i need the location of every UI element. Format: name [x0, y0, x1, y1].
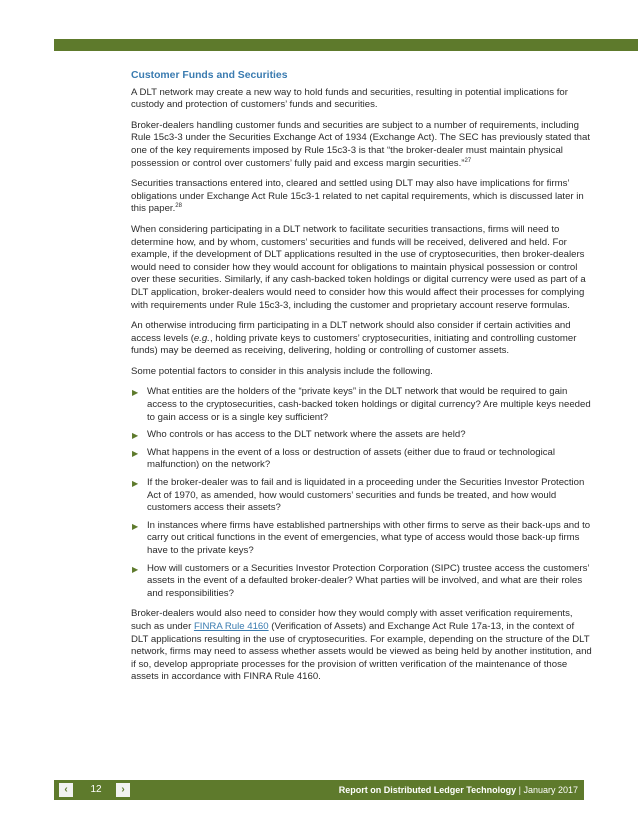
factor-list	[131, 386, 593, 600]
paragraph-factors-intro	[131, 366, 593, 379]
paragraph-dlt-participation	[131, 224, 593, 312]
arrow-right-icon: ▶	[132, 564, 139, 574]
section-heading: Customer Funds and Securities	[131, 70, 288, 81]
list-item-text: In instances where firms have established partnerships with other firms to serve as their back-ups and to carry out critical functions in the event of emergencies, what type of access would those back-up firms have to the private keys?	[147, 519, 591, 556]
page-number: 12	[90, 784, 102, 795]
previous-page-button[interactable]	[59, 783, 73, 797]
list-item	[131, 520, 593, 558]
list-item-text: Who controls or has access to the DLT network where the assets are held?	[147, 429, 466, 441]
footnote-ref-27[interactable]: 27	[464, 157, 472, 164]
list-item-text: If the broker-dealer was to fail and is liquidated in a proceeding under the Securities Investor Protection Act of 1970, as amended, how would customers’ securities and funds be treated, and how would customers access their assets?	[147, 477, 585, 514]
paragraph-rule-15c3-1	[131, 178, 593, 216]
page-content	[131, 70, 593, 692]
chevron-right-icon: ›	[121, 784, 125, 795]
finra-rule-4160-link[interactable]: FINRA Rule 4160	[193, 620, 269, 632]
paragraph-factors-intro-text: Some potential factors to consider in this analysis include the following.	[131, 365, 433, 377]
report-info	[339, 780, 578, 800]
page-footer	[54, 780, 584, 800]
paragraph-rule-15c3-1-text: Securities transactions entered into, cleared and settled using DLT may also have implications for firms’ obligations under Exchange Act Rule 15c3-1 related to net capital requirements, which is discussed later in this paper.	[131, 178, 584, 215]
footnote-ref-28[interactable]: 28	[175, 203, 182, 210]
list-item-text: What happens in the event of a loss or destruction of assets (either due to fraud or technological malfunction) on the network?	[147, 446, 555, 471]
arrow-right-icon: ▶	[132, 448, 139, 458]
list-item	[131, 447, 593, 472]
list-item-text: How will customers or a Securities Investor Protection Corporation (SIPC) trustee access the customers’ assets in the event of a defaulted broker-dealer? What parties will be involved, and what are their roles and responsibilities?	[147, 562, 590, 599]
list-item	[131, 429, 593, 442]
arrow-right-icon: ▶	[132, 431, 139, 441]
paragraph-asset-verification	[131, 608, 593, 684]
eg-abbreviation: e.g.	[193, 332, 210, 344]
paragraph-asset-verification-text-a: Broker-dealers would also need to consider how they would comply with asset verification requirements, such as under	[131, 608, 573, 632]
paragraph-asset-verification-text-b: (Verification of Assets) and Exchange Act Rule 17a-13, in the context of DLT applications resulting in the use of cryptosecurities. For example, depending on the structure of the DLT network, firms may need to assess whether assets would be viewed as being held by another institution, and if so, develop appropriate processes for the provision of written verification of the maintenance of those assets in accordance with FINRA Rule 4160.	[131, 620, 592, 683]
next-page-button[interactable]	[116, 783, 130, 797]
paragraph-intro	[131, 87, 593, 112]
paragraph-rule-15c3-3-text: Broker-dealers handling customer funds and securities are subject to a number of requirements, including Rule 15c3-3 under the Securities Exchange Act of 1934 (Exchange Act). The SEC has previously stated that one of the key requirements imposed by Rule 15c3-3 is that “the broker-dealer must maintain physical possession or control over customers’ fully paid and excess margin securities.”	[131, 119, 590, 169]
paragraph-introducing-firm-text-a: An otherwise introducing firm participating in a DLT network should also consider if certain activities and access levels (	[131, 320, 571, 344]
arrow-right-icon: ▶	[132, 388, 139, 398]
paragraph-dlt-participation-text: When considering participating in a DLT network to facilitate securities transactions, firms will need to determine how, and by whom, customers’ securities and funds will be received, delivered and held. For example, if the development of DLT applications resulted in the use of cryptosecurities, then broker-dealers would need to consider how they would account for obligations to maintain physical possession or control over these securities. Similarly, if any cash-backed token holdings or digital currency were used as part of a DLT application, broker-dealers would need to consider how this would affect their processes for complying with requirements under Rule 15c3-3, including the customer and proprietary account reserve formulas.	[131, 223, 586, 311]
footer-separator: |	[518, 785, 521, 795]
report-title: Report on Distributed Ledger Technology	[338, 785, 517, 795]
arrow-right-icon: ▶	[132, 479, 139, 489]
paragraph-introducing-firm	[131, 320, 593, 358]
paragraph-rule-15c3-3	[131, 120, 593, 170]
chevron-left-icon: ‹	[64, 784, 68, 795]
paragraph-intro-text: A DLT network may create a new way to hold funds and securities, resulting in potential implications for custody and protection of customers’ funds and securities.	[131, 86, 568, 111]
list-item-text: What entities are the holders of the “private keys” in the DLT network that would be required to gain access to the cryptosecurities, cash-backed token holdings or digital currency? Are multiple keys needed to gain access or is a single key sufficient?	[147, 386, 591, 423]
list-item	[131, 386, 593, 424]
list-item	[131, 563, 593, 601]
arrow-right-icon: ▶	[132, 521, 139, 531]
report-date: January 2017	[523, 785, 578, 795]
paragraph-introducing-firm-text-b: , holding private keys to customers’ cryptosecurities, initiating and controlling customer funds) may be deemed as receiving, delivering, holding or controlling of customer assets.	[131, 332, 577, 357]
list-item	[131, 477, 593, 515]
top-color-bar	[54, 39, 638, 51]
